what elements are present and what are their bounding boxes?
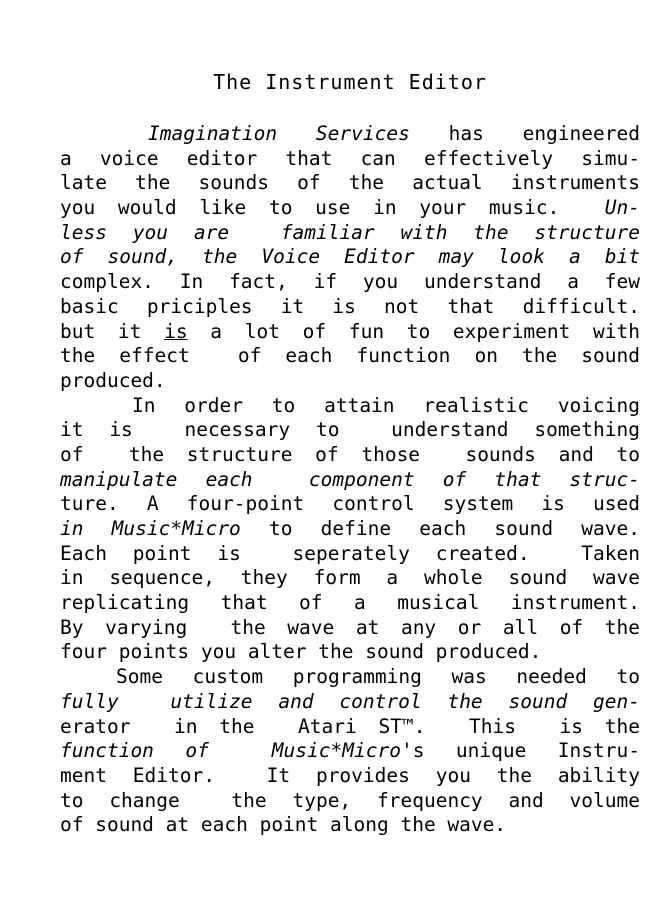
text-segment: ture. A four-point control system is used [60,492,640,516]
body-text [60,122,640,838]
text-line [60,789,640,814]
text-line [60,295,640,320]
text-segment: Each point is seperately created. Taken [60,541,640,565]
text-segment: In order to attain realistic voicing [132,393,640,417]
text-line [60,616,640,641]
text-segment: of the structure of those sounds and to [60,442,640,466]
text-line [60,369,640,394]
text-line [60,122,640,147]
text-segment: a lot of fun to experiment with [187,319,640,343]
text-segment: to define each sound wave. [240,517,640,540]
text-segment: produced. [60,368,166,392]
paragraph [60,394,640,666]
text-segment: By varying the wave at any or all of the [60,615,640,639]
text-segment: complex. In fact, if you understand a few [60,270,640,294]
text-line [60,517,640,542]
text-line [60,468,640,493]
text-segment: ment Editor. It provides you the ability [60,763,640,787]
text-segment: Some custom programming was needed to [116,665,640,689]
text-segment: 's unique Instru- [400,739,640,763]
text-line [60,394,640,419]
text-line [60,270,640,295]
text-segment: of sound, the Voice Editor may look a bit [60,245,640,269]
paragraph [60,122,640,394]
text-line [60,245,640,270]
text-line [60,715,640,740]
text-segment: but it [60,319,165,343]
text-segment: replicating that of a musical instrument. [60,591,640,615]
text-segment: fully utilize and control the sound gen- [60,689,640,713]
text-segment: the effect of each function on the sound [60,344,640,368]
text-segment: is [164,319,188,343]
text-line [60,739,640,764]
text-segment: manipulate each component of that struc- [60,467,640,491]
text-segment: has engineered [409,122,640,145]
text-line [60,665,640,690]
text-line [60,147,640,172]
text-segment: it is necessary to understand something [60,418,640,442]
text-line [60,813,640,838]
text-segment: late the sounds of the actual instruments [60,171,640,195]
text-line [60,690,640,715]
text-segment: basic priciples it is not that difficult. [60,294,640,318]
text-line [60,492,640,517]
text-segment: erator in the Atari ST™. This is the [60,714,640,738]
text-segment: to change the type, frequency and volume [60,788,640,812]
text-line [60,591,640,616]
text-segment: less you are familiar with the structure [60,220,640,244]
text-line [60,171,640,196]
text-line [60,196,640,221]
text-line [60,418,640,443]
text-line [60,542,640,567]
text-line [60,221,640,246]
text-segment: Imagination Services [148,122,410,145]
text-segment: in Music*Micro [60,517,241,540]
text-line [60,566,640,591]
page-title: The Instrument Editor [213,70,487,94]
text-segment: four points you alter the sound produced. [60,640,542,664]
text-segment: Un- [604,196,640,220]
text-segment: you would like to use in your music. [60,196,605,220]
text-line [60,640,640,665]
text-line [60,443,640,468]
text-line [60,344,640,369]
text-segment: in sequence, they form a whole sound wave [60,566,640,590]
paragraph [60,665,640,838]
text-segment: function of Music*Micro [60,739,401,763]
text-line [60,764,640,789]
text-line [60,320,640,345]
text-segment: of sound at each point along the wave. [60,813,507,837]
text-segment: a voice editor that can effectively simu- [60,146,640,170]
